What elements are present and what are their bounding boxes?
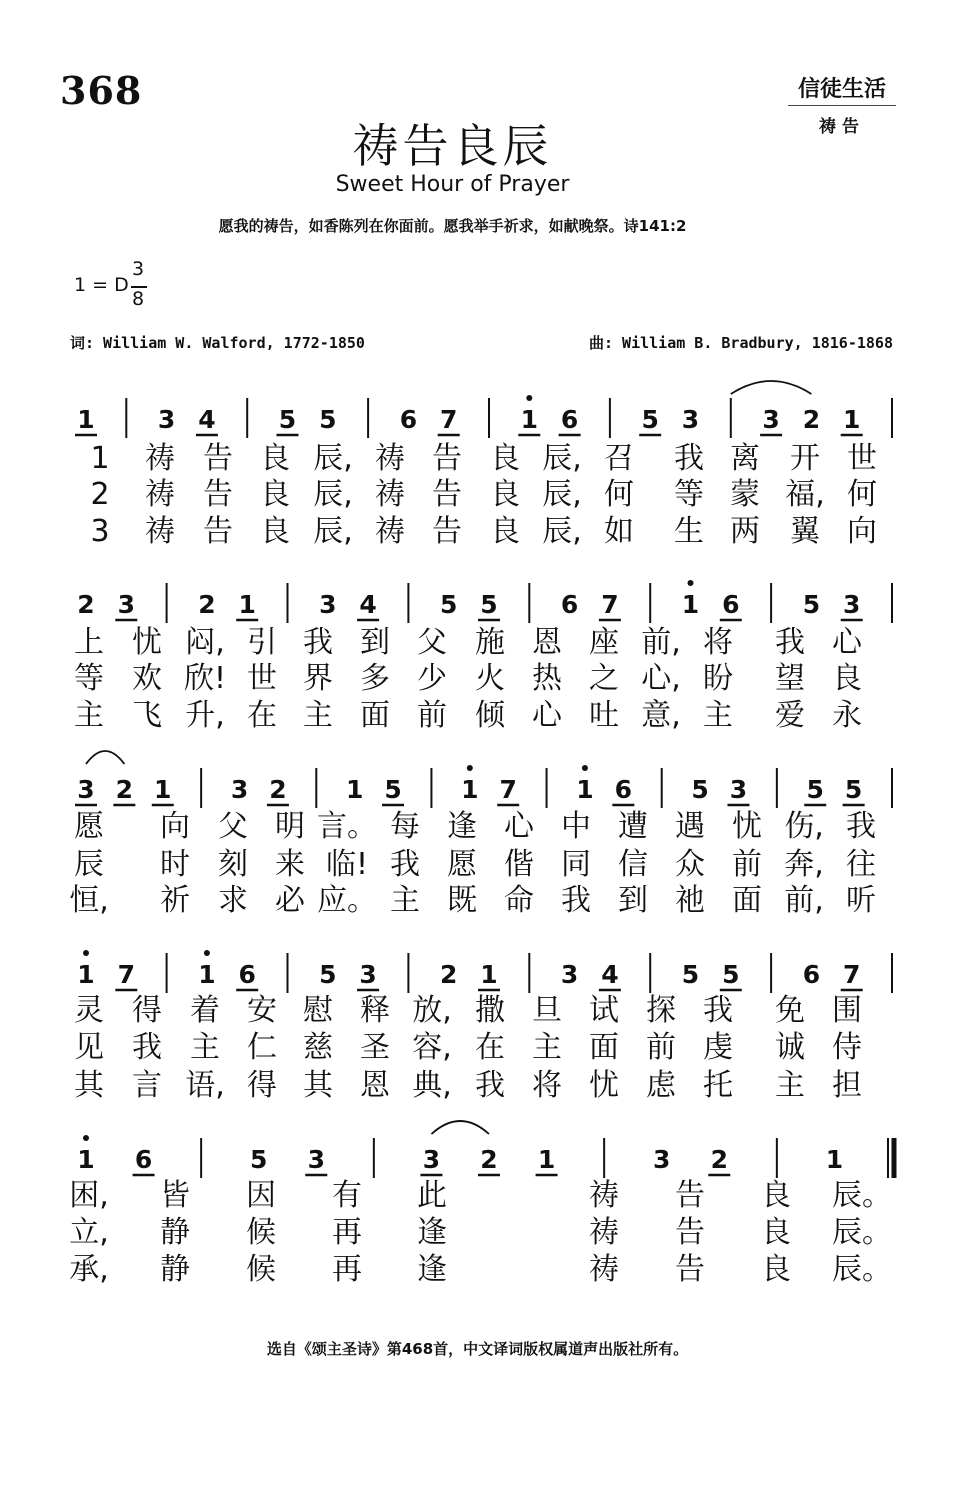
lyric-syllable: 时 — [160, 847, 190, 882]
lyric-syllable: 良 — [761, 1178, 791, 1213]
lyric-syllable: 容, — [412, 1030, 452, 1065]
lyric-syllable: 祷 — [145, 441, 175, 476]
lyric-syllable: 到 — [360, 625, 390, 660]
lyric-syllable: 辰, — [313, 441, 353, 476]
lyric-syllable: 着 — [190, 993, 220, 1028]
note: 6 — [722, 590, 740, 619]
lyric-syllable: 愿 — [74, 809, 104, 844]
lyric-syllable: 伤, — [784, 809, 824, 844]
time-signature-bottom: 8 — [132, 288, 145, 310]
lyric-syllable: 良 — [832, 661, 862, 696]
lyric-syllable: 候 — [246, 1252, 276, 1287]
lyric-syllable: 上 — [74, 625, 104, 660]
lyricist-credit: 词: William W. Walford, 1772-1850 — [70, 334, 365, 352]
lyric-syllable: 必 — [275, 883, 305, 918]
note: 2 — [439, 960, 458, 989]
lyric-syllable: 良 — [490, 441, 520, 476]
note: 4 — [198, 405, 216, 434]
slur-arc — [86, 751, 124, 764]
lyric-syllable: 承, — [69, 1252, 109, 1287]
lyric-syllable: 祈 — [160, 883, 190, 918]
lyric-syllable: 刻 — [218, 847, 248, 882]
lyric-syllable: 良 — [260, 441, 290, 476]
lyric-syllable: 放, — [412, 993, 452, 1028]
lyric-syllable: 有 — [332, 1178, 362, 1213]
hymn-title-english: Sweet Hour of Prayer — [335, 172, 570, 197]
lyric-syllable: 我 — [775, 625, 805, 660]
note: 2 — [480, 1145, 498, 1174]
note: 3 — [560, 960, 579, 989]
lyric-syllable: 良 — [761, 1252, 791, 1287]
lyric-syllable: 召 — [604, 441, 634, 476]
lyric-syllable: 担 — [832, 1068, 862, 1103]
lyric-syllable: 良 — [260, 514, 290, 549]
lyric-syllable: 前 — [417, 698, 447, 733]
lyric-syllable: 欣! — [183, 661, 227, 696]
lyric-syllable: 祷 — [589, 1215, 619, 1250]
lyric-syllable: 心, — [641, 661, 681, 696]
lyric-syllable: 告 — [432, 477, 462, 512]
lyric-syllable: 忧 — [589, 1068, 619, 1103]
lyric-syllable: 两 — [730, 514, 760, 549]
lyric-syllable: 主 — [303, 698, 333, 733]
lyric-syllable: 主 — [190, 1030, 220, 1065]
high-octave-dot — [204, 950, 210, 956]
lyric-syllable: 试 — [589, 993, 619, 1028]
lyric-syllable: 良 — [490, 514, 520, 549]
lyric-syllable: 虑 — [646, 1068, 676, 1103]
lyric-syllable: 旦 — [532, 993, 562, 1028]
note: 1 — [345, 775, 364, 804]
note: 3 — [77, 775, 95, 804]
lyric-syllable: 如 — [604, 514, 634, 549]
lyric-syllable: 我 — [132, 1030, 162, 1065]
lyric-syllable: 将 — [532, 1068, 562, 1103]
lyric-syllable: 主 — [74, 698, 104, 733]
lyric-syllable: 3 — [90, 514, 110, 549]
lyric-syllable: 父 — [218, 809, 248, 844]
lyric-syllable: 良 — [260, 477, 290, 512]
lyric-syllable: 遭 — [618, 809, 648, 844]
lyric-syllable: 蒙 — [730, 477, 760, 512]
note: 3 — [422, 1145, 441, 1174]
lyric-syllable: 诚 — [775, 1030, 805, 1065]
lyric-syllable: 慈 — [303, 1030, 333, 1065]
hymn-title-chinese: 祷告良辰 — [352, 119, 553, 173]
note: 5 — [319, 960, 337, 989]
lyric-syllable: 撒 — [475, 993, 505, 1028]
lyric-syllable: 命 — [504, 883, 534, 918]
lyric-syllable: 告 — [675, 1178, 705, 1213]
lyric-syllable: 静 — [160, 1252, 190, 1287]
lyric-syllable: 信 — [618, 847, 648, 882]
lyric-syllable: 祷 — [589, 1252, 619, 1287]
lyric-syllable: 明 — [275, 809, 305, 844]
lyric-syllable: 告 — [675, 1215, 705, 1250]
lyric-syllable: 盼 — [703, 661, 733, 696]
lyric-syllable: 欢 — [132, 661, 162, 696]
lyric-syllable: 主 — [703, 698, 733, 733]
lyric-syllable: 父 — [417, 625, 447, 660]
note: 5 — [250, 1145, 268, 1174]
category-label: 信徒生活 — [788, 72, 896, 106]
lyric-syllable: 爱 — [775, 698, 805, 733]
lyric-syllable: 告 — [675, 1252, 705, 1287]
lyric-syllable: 来 — [275, 847, 305, 882]
note: 3 — [653, 1145, 671, 1174]
lyric-syllable: 向 — [160, 809, 190, 844]
lyric-syllable: 开 — [790, 441, 820, 476]
note: 6 — [802, 960, 821, 989]
lyric-syllable: 托 — [703, 1068, 733, 1103]
lyric-syllable: 心 — [504, 809, 534, 844]
lyric-syllable: 释 — [360, 993, 390, 1028]
lyric-syllable: 其 — [74, 1068, 104, 1103]
lyric-syllable: 世 — [247, 661, 277, 696]
lyric-syllable: 引 — [247, 625, 277, 660]
lyric-syllable: 困, — [69, 1178, 109, 1213]
note: 2 — [710, 1145, 728, 1174]
slur-arc — [731, 381, 812, 394]
lyric-syllable: 语, — [185, 1068, 225, 1103]
note: 2 — [198, 590, 216, 619]
note: 3 — [842, 590, 861, 619]
note: 1 — [520, 405, 539, 434]
note: 7 — [439, 405, 458, 434]
note: 5 — [722, 960, 740, 989]
lyric-syllable: 我 — [303, 625, 333, 660]
lyric-syllable: 意, — [641, 698, 681, 733]
note: 3 — [681, 405, 700, 434]
lyric-syllable: 听 — [846, 883, 876, 918]
lyric-syllable: 火 — [475, 661, 505, 696]
lyric-syllable: 在 — [247, 698, 277, 733]
lyric-syllable: 立, — [69, 1215, 109, 1250]
lyric-syllable: 向 — [847, 514, 877, 549]
lyric-syllable: 吐 — [589, 698, 619, 733]
lyric-syllable: 热 — [532, 661, 562, 696]
lyric-syllable: 之 — [589, 661, 619, 696]
lyric-syllable: 辰, — [313, 514, 353, 549]
lyric-syllable: 往 — [846, 847, 876, 882]
note: 5 — [319, 405, 337, 434]
lyric-syllable: 1 — [90, 441, 110, 476]
note: 1 — [825, 1145, 844, 1174]
note: 1 — [480, 960, 498, 989]
lyric-syllable: 告 — [203, 441, 233, 476]
lyric-syllable: 遇 — [675, 809, 705, 844]
lyric-syllable: 到 — [618, 883, 648, 918]
lyric-syllable: 辰, — [542, 514, 582, 549]
note: 1 — [842, 405, 861, 434]
note: 1 — [154, 775, 172, 804]
lyric-syllable: 再 — [332, 1252, 362, 1287]
note: 6 — [560, 590, 579, 619]
lyric-syllable: 典, — [412, 1068, 452, 1103]
lyric-syllable: 等 — [74, 661, 104, 696]
lyric-syllable: 良 — [761, 1215, 791, 1250]
lyric-syllable: 逢 — [417, 1252, 447, 1287]
note: 1 — [461, 775, 479, 804]
lyric-syllable: 侍 — [832, 1030, 862, 1065]
lyric-syllable: 祷 — [375, 477, 405, 512]
note: 5 — [641, 405, 659, 434]
lyric-syllable: 告 — [203, 514, 233, 549]
lyric-syllable: 我 — [846, 809, 876, 844]
lyric-syllable: 等 — [674, 477, 704, 512]
lyric-syllable: 在 — [475, 1030, 505, 1065]
lyric-syllable: 求 — [218, 883, 248, 918]
note: 3 — [307, 1145, 325, 1174]
lyric-syllable: 前, — [641, 625, 681, 660]
lyric-syllable: 得 — [132, 993, 162, 1028]
key-signature: 1 = D — [74, 274, 129, 296]
subcategory-label: 祷告 — [819, 117, 865, 137]
lyric-syllable: 主 — [532, 1030, 562, 1065]
lyric-syllable: 候 — [246, 1215, 276, 1250]
lyric-syllable: 施 — [475, 625, 505, 660]
note: 3 — [157, 405, 176, 434]
high-octave-dot — [83, 1135, 89, 1141]
lyric-syllable: 2 — [90, 477, 110, 512]
note: 3 — [359, 960, 377, 989]
hymn-number: 368 — [60, 68, 143, 113]
lyric-syllable: 面 — [732, 883, 762, 918]
note: 6 — [560, 405, 579, 434]
note: 2 — [802, 405, 821, 434]
lyric-syllable: 言 — [132, 1068, 162, 1103]
note: 1 — [77, 405, 95, 434]
lyric-syllable: 何 — [604, 477, 634, 512]
lyric-syllable: 生 — [674, 514, 704, 549]
lyric-syllable: 何 — [847, 477, 877, 512]
note: 3 — [762, 405, 780, 434]
note: 1 — [77, 1145, 95, 1174]
lyric-syllable: 恩 — [532, 625, 562, 660]
note: 7 — [499, 775, 517, 804]
lyric-syllable: 告 — [432, 514, 462, 549]
lyric-syllable: 众 — [675, 847, 705, 882]
lyric-syllable: 忧 — [132, 625, 162, 660]
lyric-syllable: 告 — [432, 441, 462, 476]
note: 6 — [399, 405, 418, 434]
lyric-syllable: 心 — [532, 698, 562, 733]
note: 1 — [576, 775, 594, 804]
note: 1 — [537, 1145, 556, 1174]
lyric-syllable: 圣 — [360, 1030, 390, 1065]
high-octave-dot — [688, 580, 694, 586]
lyric-syllable: 中 — [561, 809, 591, 844]
high-octave-dot — [83, 950, 89, 956]
lyric-syllable: 此 — [417, 1178, 447, 1213]
lyric-syllable: 祂 — [675, 883, 705, 918]
high-octave-dot — [467, 765, 473, 771]
note: 6 — [238, 960, 256, 989]
time-signature-top: 3 — [132, 258, 145, 280]
lyric-syllable: 虔 — [703, 1030, 733, 1065]
note: 4 — [359, 590, 377, 619]
note: 3 — [230, 775, 249, 804]
note: 5 — [384, 775, 402, 804]
lyric-syllable: 安 — [247, 993, 277, 1028]
lyric-syllable: 离 — [730, 441, 760, 476]
lyric-syllable: 愿 — [447, 847, 477, 882]
lyric-syllable: 座 — [589, 625, 619, 660]
lyric-syllable: 祷 — [375, 514, 405, 549]
lyric-syllable: 我 — [390, 847, 420, 882]
lyric-syllable: 飞 — [132, 698, 162, 733]
note: 7 — [601, 590, 619, 619]
composer-credit: 曲: William B. Bradbury, 1816-1868 — [589, 334, 893, 352]
lyric-syllable: 既 — [447, 883, 477, 918]
lyric-syllable: 将 — [703, 625, 733, 660]
lyric-syllable: 主 — [775, 1068, 805, 1103]
lyric-syllable: 面 — [360, 698, 390, 733]
note: 3 — [319, 590, 337, 619]
lyric-syllable: 前, — [784, 883, 824, 918]
lyric-syllable: 倾 — [475, 698, 505, 733]
note: 2 — [115, 775, 134, 804]
lyric-syllable: 恩 — [360, 1068, 390, 1103]
lyric-syllable: 临! — [325, 847, 369, 882]
lyric-syllable: 应。 — [317, 883, 377, 918]
lyric-syllable: 免 — [775, 993, 805, 1028]
lyric-syllable: 围 — [832, 993, 862, 1028]
lyric-syllable: 慰 — [303, 993, 333, 1028]
lyric-syllable: 言。 — [317, 809, 377, 844]
note: 6 — [134, 1145, 153, 1174]
note: 5 — [278, 405, 297, 434]
high-octave-dot — [582, 765, 588, 771]
lyric-syllable: 少 — [417, 661, 447, 696]
note: 1 — [198, 960, 216, 989]
note: 4 — [601, 960, 619, 989]
lyric-syllable: 灵 — [74, 993, 104, 1028]
lyric-syllable: 探 — [646, 993, 676, 1028]
note: 5 — [439, 590, 458, 619]
copyright-footer: 选自《颂主圣诗》第468首，中文译词版权属道声出版社所有。 — [266, 1340, 689, 1358]
lyric-syllable: 因 — [246, 1178, 276, 1213]
note: 5 — [691, 775, 709, 804]
note: 5 — [806, 775, 824, 804]
lyric-syllable: 我 — [703, 993, 733, 1028]
lyric-syllable: 福, — [785, 477, 825, 512]
lyric-syllable: 心 — [832, 625, 862, 660]
lyric-syllable: 皆 — [160, 1178, 190, 1213]
lyric-syllable: 前 — [646, 1030, 676, 1065]
lyric-syllable: 闷, — [185, 625, 225, 660]
note: 5 — [802, 590, 821, 619]
lyric-syllable: 我 — [674, 441, 704, 476]
lyric-syllable: 辰。 — [832, 1252, 892, 1287]
note: 1 — [238, 590, 256, 619]
note: 6 — [614, 775, 633, 804]
lyric-syllable: 主 — [390, 883, 420, 918]
note: 5 — [681, 960, 700, 989]
lyric-syllable: 见 — [74, 1030, 104, 1065]
note: 1 — [77, 960, 95, 989]
note: 2 — [269, 775, 287, 804]
lyric-syllable: 多 — [360, 661, 390, 696]
lyric-syllable: 界 — [303, 661, 333, 696]
lyric-syllable: 祷 — [375, 441, 405, 476]
lyric-syllable: 辰, — [313, 477, 353, 512]
note: 3 — [117, 590, 136, 619]
scripture-epigraph: 愿我的祷告，如香陈列在你面前。愿我举手祈求，如献晚祭。诗141:2 — [218, 217, 687, 235]
note: 2 — [77, 590, 95, 619]
note: 5 — [480, 590, 498, 619]
lyric-syllable: 辰。 — [832, 1215, 892, 1250]
note: 5 — [844, 775, 863, 804]
lyric-syllable: 祷 — [589, 1178, 619, 1213]
lyric-syllable: 恒, — [69, 883, 109, 918]
lyric-syllable: 仁 — [247, 1030, 277, 1065]
lyric-syllable: 前 — [732, 847, 762, 882]
lyric-syllable: 忧 — [732, 809, 762, 844]
lyric-syllable: 面 — [589, 1030, 619, 1065]
note: 1 — [681, 590, 700, 619]
lyric-syllable: 奔, — [784, 847, 824, 882]
lyric-syllable: 偕 — [504, 847, 534, 882]
lyric-syllable: 逢 — [417, 1215, 447, 1250]
note: 3 — [729, 775, 748, 804]
lyric-syllable: 望 — [775, 661, 805, 696]
lyric-syllable: 同 — [561, 847, 591, 882]
lyric-syllable: 得 — [247, 1068, 277, 1103]
lyric-syllable: 静 — [160, 1215, 190, 1250]
lyric-syllable: 辰, — [542, 441, 582, 476]
lyric-syllable: 再 — [332, 1215, 362, 1250]
lyric-syllable: 我 — [561, 883, 591, 918]
lyric-syllable: 辰。 — [832, 1178, 892, 1213]
lyric-syllable: 辰, — [542, 477, 582, 512]
lyric-syllable: 每 — [390, 809, 420, 844]
lyric-syllable: 逢 — [447, 809, 477, 844]
note: 7 — [842, 960, 861, 989]
lyric-syllable: 翼 — [790, 514, 820, 549]
lyric-syllable: 告 — [203, 477, 233, 512]
lyric-syllable: 永 — [832, 698, 862, 733]
lyric-syllable: 辰 — [74, 847, 104, 882]
lyric-syllable: 良 — [490, 477, 520, 512]
note: 7 — [117, 960, 136, 989]
lyric-syllable: 祷 — [145, 514, 175, 549]
slur-arc — [431, 1121, 489, 1134]
lyric-syllable: 升, — [185, 698, 225, 733]
lyric-syllable: 世 — [847, 441, 877, 476]
lyric-syllable: 我 — [475, 1068, 505, 1103]
high-octave-dot — [526, 395, 532, 401]
lyric-syllable: 其 — [303, 1068, 333, 1103]
lyric-syllable: 祷 — [145, 477, 175, 512]
